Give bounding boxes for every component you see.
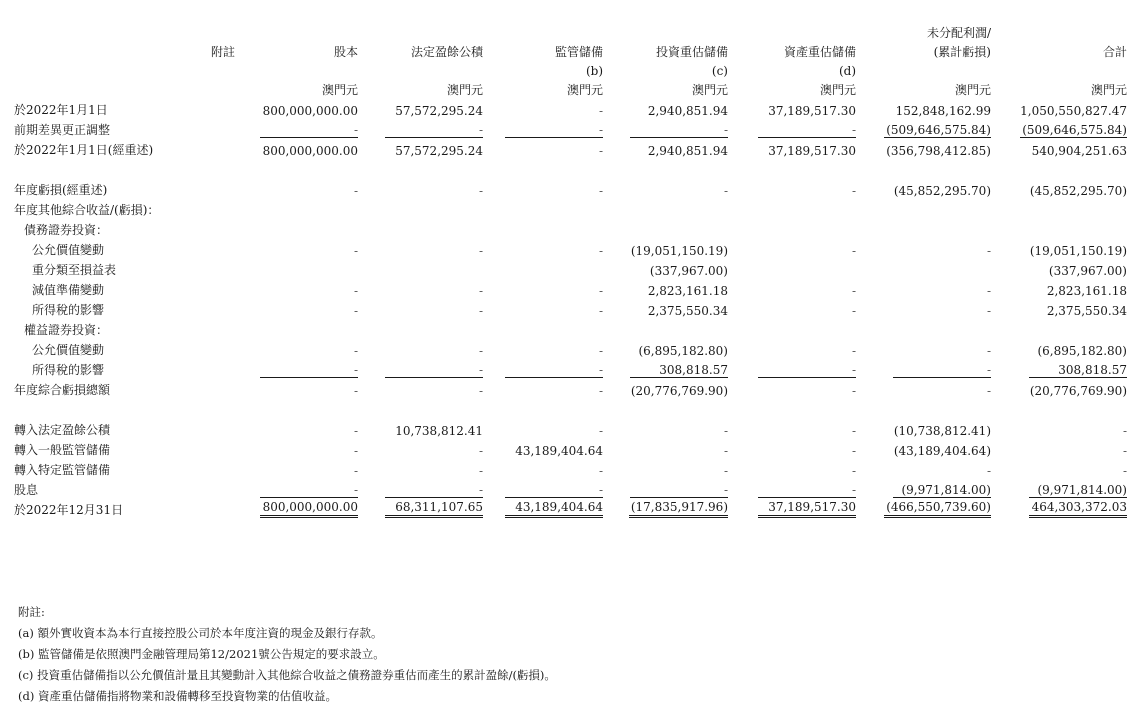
cell-value: (6,895,182.80) — [638, 344, 728, 358]
cell-value: (45,852,295.70) — [893, 184, 991, 198]
cell-value: - — [598, 244, 603, 258]
cell-value: (10,738,812.41) — [893, 424, 991, 438]
row-note — [198, 118, 248, 138]
table-row — [14, 478, 1127, 498]
cell-value: - — [851, 384, 856, 398]
table-row — [14, 358, 1127, 378]
spacer-row — [14, 158, 1127, 178]
cell-value: - — [598, 344, 603, 358]
cell-value: (20,776,769.90) — [630, 384, 728, 398]
cell-value: (20,776,769.90) — [1029, 384, 1127, 398]
table-row — [14, 238, 1127, 258]
cell-value — [483, 218, 603, 238]
cell-value: (43,189,404.64) — [893, 444, 991, 458]
cell-value — [856, 318, 991, 338]
column-header-statutory-surplus: 法定盈餘公積 — [410, 45, 483, 59]
spacer-row — [14, 398, 1127, 418]
cell-value: - — [598, 104, 603, 118]
cell-value: - — [723, 424, 728, 438]
row-label: 股息 — [14, 483, 39, 497]
cell-value: - — [986, 464, 991, 478]
row-label: 轉入法定盈餘公積 — [14, 423, 111, 437]
cell-value: - — [353, 244, 358, 258]
cell-value — [728, 258, 856, 278]
cell-value — [991, 198, 1127, 218]
cell-value: 464,303,372.03 — [991, 498, 1127, 518]
table-row — [14, 458, 1127, 478]
cell-value: - — [598, 424, 603, 438]
table-row — [14, 198, 1127, 218]
cell-value: 37,189,517.30 — [728, 498, 856, 518]
row-note — [198, 198, 248, 218]
cell-value: - — [851, 424, 856, 438]
cell-value: - — [728, 358, 856, 378]
cell-value: - — [598, 284, 603, 298]
cell-value: 2,375,550.34 — [1046, 304, 1127, 318]
cell-value — [603, 198, 728, 218]
cell-value — [248, 258, 358, 278]
cell-value: - — [353, 284, 358, 298]
unit-row — [14, 81, 1127, 98]
cell-value: - — [598, 184, 603, 198]
cell-value: 540,904,251.63 — [1031, 144, 1127, 158]
table-row — [14, 438, 1127, 458]
cell-value: 43,189,404.64 — [515, 444, 603, 458]
cell-value: - — [478, 184, 483, 198]
row-note — [198, 98, 248, 118]
cell-value: - — [851, 304, 856, 318]
cell-value: (19,051,150.19) — [1029, 244, 1127, 258]
cell-value: (19,051,150.19) — [630, 244, 728, 258]
cell-value: - — [478, 244, 483, 258]
cell-value: - — [851, 284, 856, 298]
table-row — [14, 338, 1127, 358]
cell-value — [728, 318, 856, 338]
cell-value: - — [851, 464, 856, 478]
cell-value: 2,823,161.18 — [1046, 284, 1127, 298]
cell-value: - — [1122, 424, 1127, 438]
cell-value: - — [723, 464, 728, 478]
cell-value: - — [598, 384, 603, 398]
cell-value — [358, 258, 483, 278]
cell-value: 37,189,517.30 — [768, 144, 856, 158]
cell-value — [358, 218, 483, 238]
column-header-regulatory-reserve: 監管儲備 (b) — [554, 45, 603, 78]
cell-value: - — [353, 384, 358, 398]
row-note — [198, 178, 248, 198]
cell-value: - — [986, 284, 991, 298]
cell-value: - — [598, 304, 603, 318]
table-row — [14, 378, 1127, 398]
row-note — [198, 218, 248, 238]
row-note — [198, 318, 248, 338]
footnote-c: (c) 投資重估儲備指以公允價值計量且其變動計入其他綜合收益之債務證券重估而產生的累計盈餘/(虧損)。 — [18, 668, 556, 682]
column-header-asset-revaluation: 資產重估儲備 (d) — [783, 45, 856, 78]
cell-value: - — [986, 344, 991, 358]
row-note — [198, 458, 248, 478]
cell-value — [856, 258, 991, 278]
cell-value: - — [598, 464, 603, 478]
cell-value: - — [358, 478, 483, 498]
cell-value: (466,550,739.60) — [856, 498, 991, 518]
footnote-d: (d) 資產重估儲備指將物業和設備轉移至投資物業的估值收益。 — [18, 689, 337, 703]
table-row — [14, 318, 1127, 338]
row-label: 所得稅的影響 — [32, 363, 105, 377]
cell-value: - — [986, 244, 991, 258]
table-row — [14, 218, 1127, 238]
table-row — [14, 498, 1127, 518]
table-row — [14, 418, 1127, 438]
cell-value: 10,738,812.41 — [395, 424, 483, 438]
header-blank — [14, 24, 198, 81]
cell-value: 152,848,162.99 — [895, 104, 991, 118]
column-header-retained-earnings: 未分配利潤/ (累計虧損) — [926, 26, 991, 59]
footnote-b: (b) 監管儲備是依照澳門金融管理局第12/2021號公告規定的要求設立。 — [18, 647, 385, 661]
cell-value: 2,823,161.18 — [647, 284, 728, 298]
cell-value: - — [483, 478, 603, 498]
cell-value: - — [856, 358, 991, 378]
cell-value: - — [248, 358, 358, 378]
row-note — [198, 298, 248, 318]
cell-value — [603, 318, 728, 338]
cell-value: - — [986, 384, 991, 398]
table-row — [14, 178, 1127, 198]
cell-value: 43,189,404.64 — [483, 498, 603, 518]
row-label: 債務證券投資： — [24, 223, 109, 237]
cell-value — [248, 218, 358, 238]
row-note — [198, 258, 248, 278]
cell-value: - — [1122, 464, 1127, 478]
row-note — [198, 238, 248, 258]
row-label: 年度其他綜合收益/(虧損)： — [14, 203, 160, 217]
table-row — [14, 258, 1127, 278]
cell-value: (6,895,182.80) — [1037, 344, 1127, 358]
cell-value: - — [478, 444, 483, 458]
cell-value — [856, 198, 991, 218]
cell-value: - — [353, 444, 358, 458]
cell-value: - — [851, 244, 856, 258]
equity-statement-table — [14, 24, 1127, 518]
cell-value: (356,798,412.85) — [886, 144, 991, 158]
cell-value: - — [353, 464, 358, 478]
column-header-share-capital: 股本 — [333, 45, 358, 59]
cell-value: - — [478, 464, 483, 478]
cell-value — [483, 318, 603, 338]
row-label: 前期差異更正調整 — [14, 123, 111, 137]
cell-value: - — [851, 444, 856, 458]
cell-value: - — [851, 184, 856, 198]
cell-value: - — [353, 304, 358, 318]
row-label: 公允價值變動 — [32, 243, 105, 257]
cell-value: (337,967.00) — [1048, 264, 1127, 278]
cell-value: (17,835,917.96) — [603, 498, 728, 518]
row-note — [198, 378, 248, 398]
row-note — [198, 418, 248, 438]
cell-value — [991, 218, 1127, 238]
cell-value: - — [483, 358, 603, 378]
cell-value: 68,311,107.65 — [358, 498, 483, 518]
cell-value — [358, 318, 483, 338]
cell-value: - — [603, 118, 728, 138]
cell-value: 1,050,550,827.47 — [1020, 104, 1127, 118]
table-row — [14, 98, 1127, 118]
footnotes — [18, 602, 556, 707]
row-note — [198, 498, 248, 518]
row-label: 年度虧損(經重述) — [14, 183, 108, 197]
cell-value — [728, 218, 856, 238]
cell-value: - — [248, 478, 358, 498]
cell-value — [603, 218, 728, 238]
unit-label: 澳門元 — [691, 83, 728, 97]
cell-value: - — [851, 344, 856, 358]
unit-label: 澳門元 — [819, 83, 856, 97]
cell-value: - — [478, 284, 483, 298]
cell-value: 800,000,000.00 — [262, 144, 358, 158]
unit-label: 澳門元 — [954, 83, 991, 97]
table-row — [14, 118, 1127, 138]
cell-value: 57,572,295.24 — [395, 144, 483, 158]
cell-value: 308,818.57 — [991, 358, 1127, 378]
unit-label: 澳門元 — [566, 83, 603, 97]
column-header-total: 合計 — [1102, 45, 1127, 59]
cell-value — [248, 318, 358, 338]
cell-value: 2,940,851.94 — [647, 104, 728, 118]
cell-value: - — [723, 184, 728, 198]
cell-value: - — [478, 344, 483, 358]
column-header-row — [14, 24, 1127, 81]
cell-value: (45,852,295.70) — [1029, 184, 1127, 198]
row-label: 公允價值變動 — [32, 343, 105, 357]
cell-value: - — [728, 478, 856, 498]
cell-value: 2,940,851.94 — [647, 144, 728, 158]
row-note — [198, 478, 248, 498]
cell-value: (337,967.00) — [649, 264, 728, 278]
table-row — [14, 138, 1127, 158]
note-column-header: 附註 — [210, 45, 235, 59]
row-label: 於2022年12月31日 — [14, 503, 124, 517]
row-note — [198, 138, 248, 158]
row-label: 於2022年1月1日 — [14, 103, 108, 117]
cell-value: 37,189,517.30 — [768, 104, 856, 118]
row-label: 於2022年1月1日(經重述) — [14, 143, 154, 157]
footnote-a: (a) 額外實收資本為本行直接控股公司於本年度注資的現金及銀行存款。 — [18, 626, 383, 640]
footnotes-title: 附註: — [18, 605, 45, 619]
cell-value: - — [598, 144, 603, 158]
cell-value: 800,000,000.00 — [248, 498, 358, 518]
cell-value — [991, 318, 1127, 338]
cell-value — [728, 198, 856, 218]
row-label: 所得稅的影響 — [32, 303, 105, 317]
row-note — [198, 358, 248, 378]
table-row — [14, 298, 1127, 318]
unit-label: 澳門元 — [446, 83, 483, 97]
cell-value: - — [353, 424, 358, 438]
cell-value: - — [358, 358, 483, 378]
cell-value — [483, 258, 603, 278]
row-label: 年度綜合虧損總額 — [14, 383, 111, 397]
cell-value: - — [728, 118, 856, 138]
cell-value: (9,971,814.00) — [856, 478, 991, 498]
cell-value: - — [353, 344, 358, 358]
cell-value: (9,971,814.00) — [991, 478, 1127, 498]
cell-value: 2,375,550.34 — [647, 304, 728, 318]
cell-value: (509,646,575.84) — [886, 123, 991, 137]
row-note — [198, 438, 248, 458]
table-row — [14, 278, 1127, 298]
cell-value — [248, 198, 358, 218]
row-label: 轉入一般監管儲備 — [14, 443, 111, 457]
cell-value: - — [353, 184, 358, 198]
statement-body — [14, 98, 1127, 518]
row-note — [198, 338, 248, 358]
unit-label: 澳門元 — [321, 83, 358, 97]
cell-value: 57,572,295.24 — [395, 104, 483, 118]
unit-label: 澳門元 — [1090, 83, 1127, 97]
column-header-investment-revaluation: 投資重估儲備 (c) — [655, 45, 728, 78]
row-label: 轉入特定監管儲備 — [14, 463, 111, 477]
cell-value: - — [358, 118, 483, 138]
row-note — [198, 278, 248, 298]
cell-value: - — [603, 478, 728, 498]
row-label: 重分類至損益表 — [32, 263, 117, 277]
cell-value: - — [986, 304, 991, 318]
cell-value: - — [478, 304, 483, 318]
cell-value: 308,818.57 — [603, 358, 728, 378]
row-label: 權益證券投資： — [24, 323, 109, 337]
cell-value — [358, 198, 483, 218]
cell-value — [856, 218, 991, 238]
cell-value — [483, 198, 603, 218]
cell-value: - — [483, 118, 603, 138]
cell-value: 800,000,000.00 — [262, 104, 358, 118]
cell-value: - — [723, 444, 728, 458]
cell-value: - — [1122, 444, 1127, 458]
cell-value: - — [248, 118, 358, 138]
cell-value: (509,646,575.84) — [1022, 123, 1127, 137]
cell-value: - — [478, 384, 483, 398]
row-label: 減值準備變動 — [32, 283, 105, 297]
